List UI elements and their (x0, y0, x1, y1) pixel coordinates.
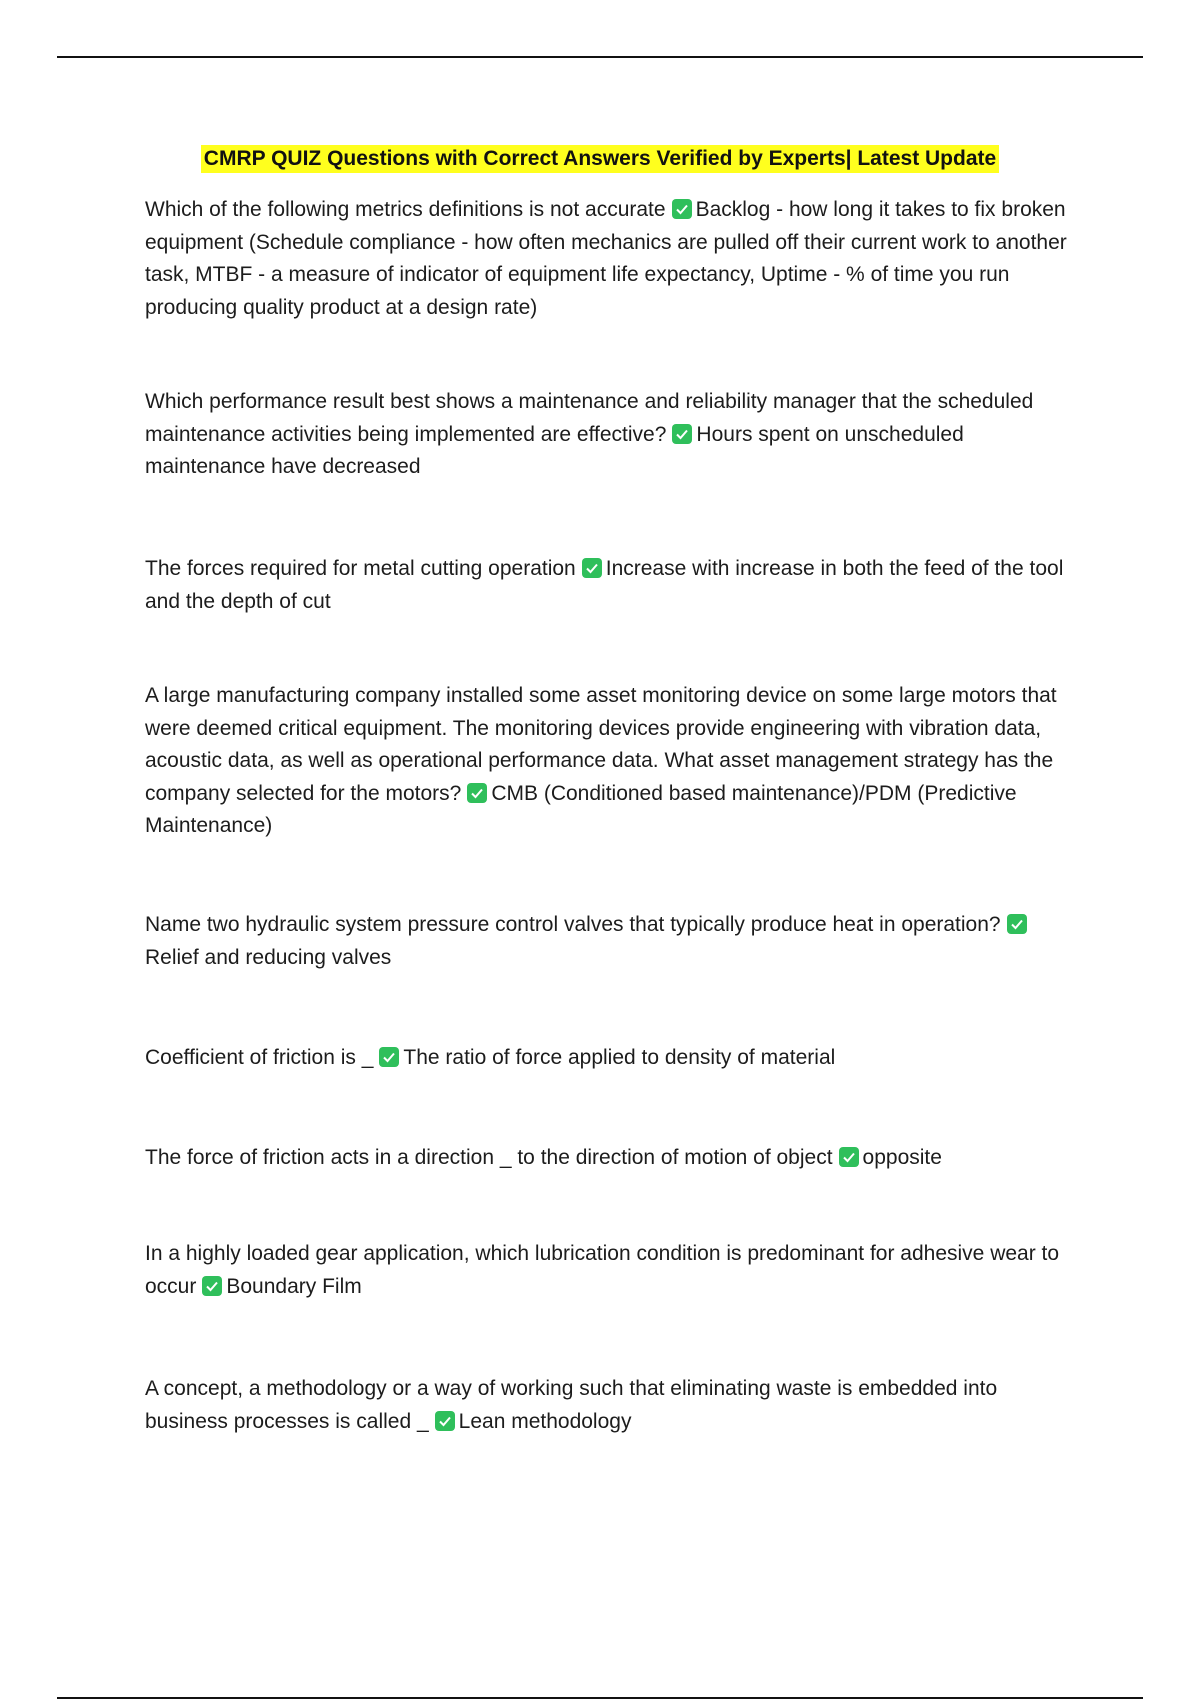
bottom-rule (57, 1697, 1143, 1699)
question-text: Which of the following metrics definitions is not accurate (145, 198, 666, 221)
check-icon (379, 1047, 399, 1067)
check-icon (839, 1147, 859, 1167)
answer-text: Increase with increase in both the feed of the tool and the depth of cut (145, 557, 1064, 613)
question-text: The forces required for metal cutting operation (145, 557, 576, 580)
qa-item-8 (145, 1238, 1075, 1303)
qa-item-6 (145, 1042, 1075, 1075)
question-text: A concept, a methodology or a way of working such that eliminating waste is embedded into business processes is called _ (145, 1377, 998, 1433)
document-title: CMRP QUIZ Questions with Correct Answers Verified by Experts| Latest Update (201, 145, 999, 173)
check-icon (672, 424, 692, 444)
check-icon (1007, 914, 1027, 934)
check-icon (202, 1276, 222, 1296)
answer-text: Backlog - how long it takes to fix broken equipment (Schedule compliance - how often mechanics are pulled off their current work to another task, MTBF - a measure of indicator of equipment life expectancy, Uptime - % of time you run producing quality product at a design rate) (145, 198, 1067, 319)
top-rule (57, 56, 1143, 58)
qa-item-3 (145, 553, 1075, 618)
question-text: In a highly loaded gear application, which lubrication condition is predominant for adhesive wear to occur (145, 1242, 1060, 1298)
qa-item-4 (145, 680, 1075, 843)
check-icon (582, 558, 602, 578)
answer-text: Lean methodology (458, 1409, 632, 1433)
question-text: Coefficient of friction is _ (145, 1046, 374, 1069)
check-icon (672, 199, 692, 219)
question-text: Which performance result best shows a maintenance and reliability manager that the scheduled maintenance activities being implemented are effective? (145, 390, 1034, 446)
question-text: Name two hydraulic system pressure control valves that typically produce heat in operation? (145, 913, 1001, 936)
check-icon (435, 1411, 455, 1431)
answer-text: The ratio of force applied to density of material (403, 1046, 836, 1069)
qa-item-9 (145, 1373, 1075, 1438)
answer-text: Boundary Film (226, 1274, 362, 1298)
title-container (0, 145, 1200, 173)
answer-text: Hours spent on unscheduled maintenance have decreased (145, 422, 964, 478)
qa-item-1 (145, 194, 1075, 324)
qa-item-7 (145, 1142, 1075, 1175)
qa-item-5 (145, 909, 1075, 974)
answer-text: CMB (Conditioned based maintenance)/PDM (Predictive Maintenance) (145, 781, 1017, 837)
check-icon (467, 783, 487, 803)
question-text: A large manufacturing company installed some asset monitoring device on some large motors that were deemed critical equipment. The monitoring devices provide engineering with vibration data, acoustic data, as well as operational performance data. What asset management strategy has the company selected for the motors? (145, 684, 1057, 805)
answer-text: Relief and reducing valves (145, 945, 392, 969)
answer-text: opposite (862, 1146, 942, 1169)
qa-item-2 (145, 386, 1075, 484)
question-text: The force of friction acts in a direction _ to the direction of motion of object (145, 1146, 833, 1169)
